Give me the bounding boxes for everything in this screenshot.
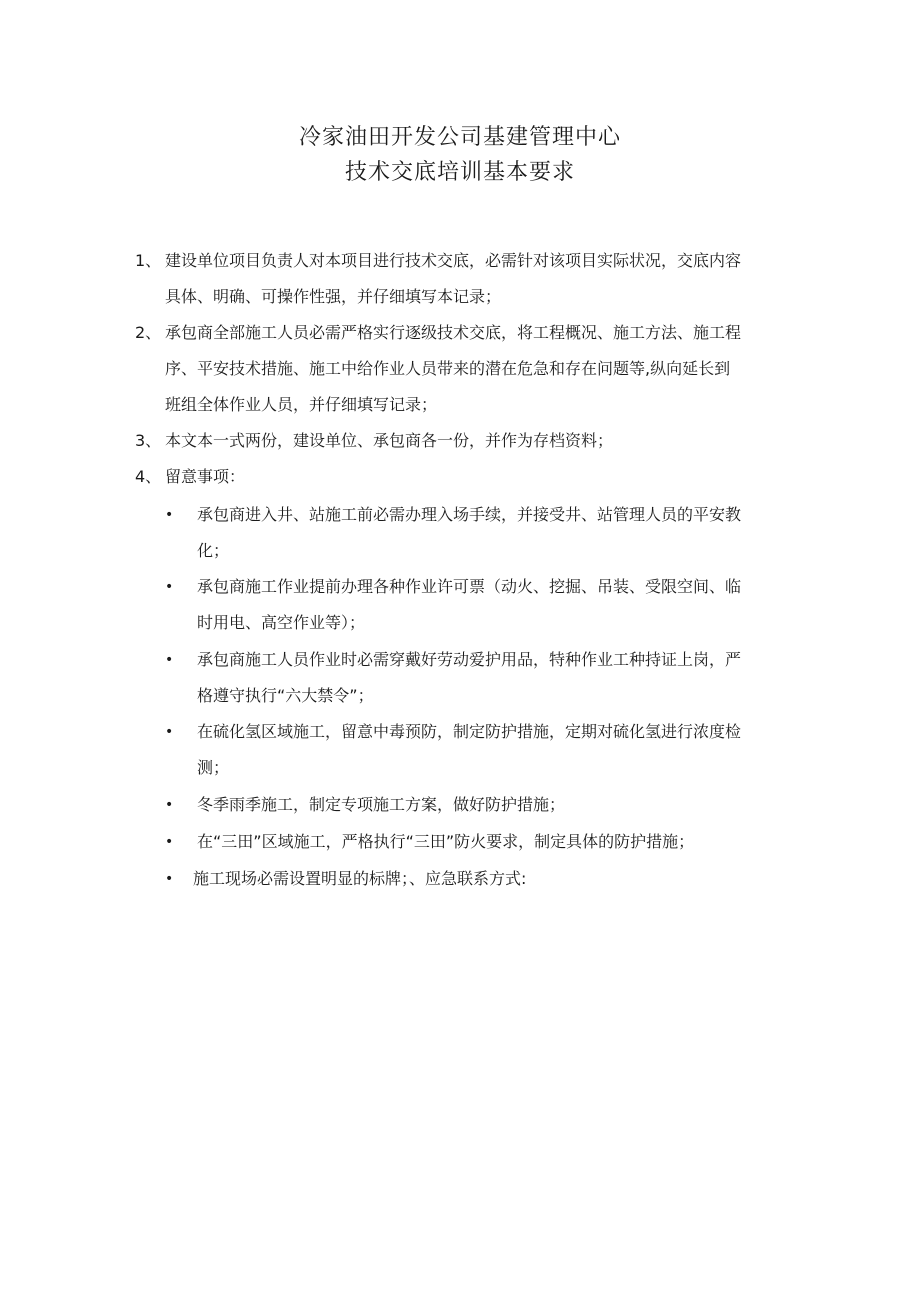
item-number: 4、: [135, 467, 162, 486]
bullet-text-line: 冬季雨季施工，制定专项施工方案，做好防护措施；: [197, 795, 566, 814]
item-number: 3、: [135, 431, 162, 450]
bullet-text-line: 施工现场必需设置明显的标牌；、应急联系方式:: [193, 869, 527, 888]
document-subtitle: 技术交底培训基本要求: [344, 160, 575, 185]
item-text-line: 序、平安技术措施、施工中给作业人员带来的潜在危急和存在问题等,纵向延长到: [165, 359, 731, 378]
bullet-text-line: 承包商施工作业提前办理各种作业许可票（动火、挖掘、吊装、受限空间、临: [197, 577, 742, 596]
bullet-icon: •: [165, 579, 174, 595]
bullet-icon: •: [165, 871, 174, 887]
item-text-line: 具体、明确、可操作性强，并仔细填写本记录；: [165, 287, 502, 306]
bullet-icon: •: [165, 797, 174, 813]
item-text-line: 班组全体作业人员，并仔细填写记录；: [165, 395, 438, 414]
item-text-line: 本文本一式两份，建设单位、承包商各一份，并作为存档资料；: [165, 431, 614, 450]
bullet-text-line: 在硫化氢区域施工，留意中毒预防，制定防护措施，定期对硫化氢进行浓度检: [197, 722, 742, 741]
document-title: 冷家油田开发公司基建管理中心: [298, 125, 621, 150]
item-number: 2、: [135, 323, 162, 342]
bullet-text-line: 化；: [197, 541, 230, 560]
bullet-text-line: 承包商进入井、站施工前必需办理入场手续，并接受井、站管理人员的平安教: [197, 505, 742, 524]
bullet-text-line: 承包商施工人员作业时必需穿戴好劳动爱护用品，特种作业工种持证上岗，严: [197, 650, 742, 669]
bullet-icon: •: [165, 507, 174, 523]
bullet-icon: •: [165, 724, 174, 740]
item-text-line: 建设单位项目负责人对本项目进行技术交底，必需针对该项目实际状况，交底内容: [165, 251, 742, 270]
bullet-icon: •: [165, 652, 174, 668]
item-text-line: 承包商全部施工人员必需严格实行逐级技术交底，将工程概况、施工方法、施工程: [165, 323, 742, 342]
bullet-text-line: 测；: [197, 758, 230, 777]
bullet-icon: •: [165, 834, 174, 850]
bullet-text-line: 格遵守执行“六大禁令”；: [197, 686, 374, 705]
item-number: 1、: [135, 251, 162, 270]
item-text-line: 留意事项：: [165, 467, 246, 486]
bullet-text-line: 在“三田”区域施工，严格执行“三田”防火要求，制定具体的防护措施；: [197, 832, 695, 851]
bullet-text-line: 时用电、高空作业等）；: [197, 613, 366, 632]
